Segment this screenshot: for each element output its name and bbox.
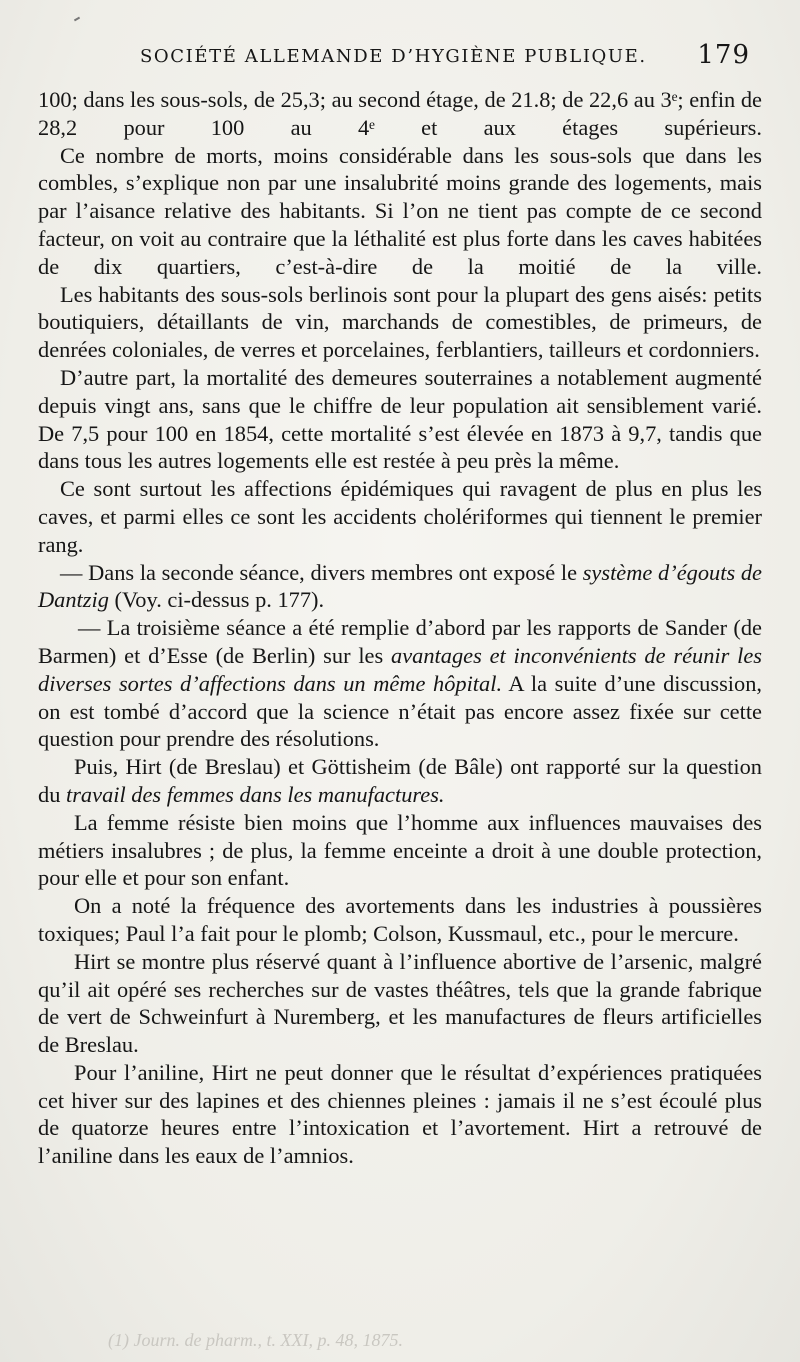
- running-title: SOCIÉTÉ ALLEMANDE D’HYGIÈNE PUBLIQUE.: [140, 46, 647, 67]
- paragraph-1: 100; dans les sous-sols, de 25,3; au second étage, de 21.8; de 22,6 au 3ᵉ; enfin de 28,2 pour 100 au 4ᵉ et aux étages supérieurs.: [38, 87, 762, 140]
- paragraph-6: [38, 559, 762, 615]
- page-body: [38, 86, 762, 1170]
- paragraph-2: Ce nombre de morts, moins considérable dans les sous-sols que dans les combles, s’explique non par une insalubrité moins grande des logements, mais par l’aisance relative des habitants. Si l’on ne tient pas compte de ce second facteur, on voit au contraire que la léthalité est plus forte dans les caves habitées de dix quartiers, c’est-à-dire de la moitié de la ville.: [38, 142, 762, 279]
- paragraph-4: D’autre part, la mortalité des demeures souterraines a notablement augmenté depuis vingt ans, sans que le chiffre de leur population ait sensiblement varié. De 7,5 pour 100 en 1854, cette mortalité s’est élevée en 1873 à 9,7, tandis que dans tous les autres logements elle est restée à peu près la même.: [38, 364, 762, 474]
- paragraph-7-italic: avantages et inconvénients de réunir les diverses sortes d’affections dans un même hôpital.: [38, 642, 762, 696]
- paragraph-6-lead: — Dans la seconde séance, divers membres ont exposé le: [60, 559, 583, 585]
- paragraph-11: Hirt se montre plus réservé quant à l’influence abortive de l’arsenic, malgré qu’il ait opéré ses recherches sur de vastes théâtres, tels que la grande fabrique de vert de Schweinfurt à Nuremberg, et les manufactures de fleurs artificielles de Breslau.: [38, 948, 762, 1058]
- paragraph-12: Pour l’aniline, Hirt ne peut donner que le résultat d’expériences pratiquées cet hiver sur des lapines et des chiennes pleines : jamais il ne s’est écoulé plus de quatorze heures entre l’intoxication et l’avortement. Hirt a retrouvé de l’aniline dans les eaux de l’amnios.: [38, 1059, 762, 1169]
- paragraph-5: Ce sont surtout les affections épidémiques qui ravagent de plus en plus les caves, et parmi elles ce sont les accidents cholériformes qui tiennent le premier rang.: [38, 476, 762, 557]
- paragraph-7-tail: A la suite d’une discussion, on est tombé d’accord que la science n’était pas encore assez fixée sur cette question pour prendre des résolutions.: [38, 670, 763, 752]
- ink-mark: [74, 17, 80, 22]
- page-number: 179: [697, 40, 750, 70]
- paragraph-6-italic: système d’égouts de Dantzig: [38, 559, 763, 613]
- paragraph-8-lead: Puis, Hirt (de Breslau) et Göttisheim (de Bâle) ont rapporté sur la question du: [38, 754, 762, 807]
- paragraph-3: Les habitants des sous-sols berlinois sont pour la plupart des gens aisés: petits boutiquiers, détaillants de vin, marchands de comestibles, de primeurs, de denrées coloniales, de verres et porcelaines, ferblantiers, tailleurs et cordonniers.: [38, 281, 762, 363]
- paragraph-6-tail: (Voy. ci-dessus p. 177).: [108, 587, 325, 613]
- bleed-through-footnote: (1) Journ. de pharm., t. XXI, p. 48, 1875.: [108, 1330, 403, 1350]
- paragraph-9: La femme résiste bien moins que l’homme aux influences mauvaises des métiers insalubres ; de plus, la femme enceinte a droit à une double protection, pour elle et pour son enfant.: [38, 809, 762, 891]
- running-head: [140, 40, 750, 74]
- paragraph-8-italic: travail des femmes dans les manufactures.: [66, 781, 445, 807]
- paragraph-10: On a noté la fréquence des avortements dans les industries à poussières toxiques; Paul l’a fait pour le plomb; Colson, Kussmaul, etc., pour le mercure.: [38, 893, 762, 946]
- paragraph-7: [38, 614, 762, 753]
- paragraph-8: [38, 753, 762, 809]
- paragraph-7-lead: — La troisième séance a été remplie d’abord par les rapports de Sander (de Barmen) et d’Esse (de Berlin) sur les: [38, 615, 762, 668]
